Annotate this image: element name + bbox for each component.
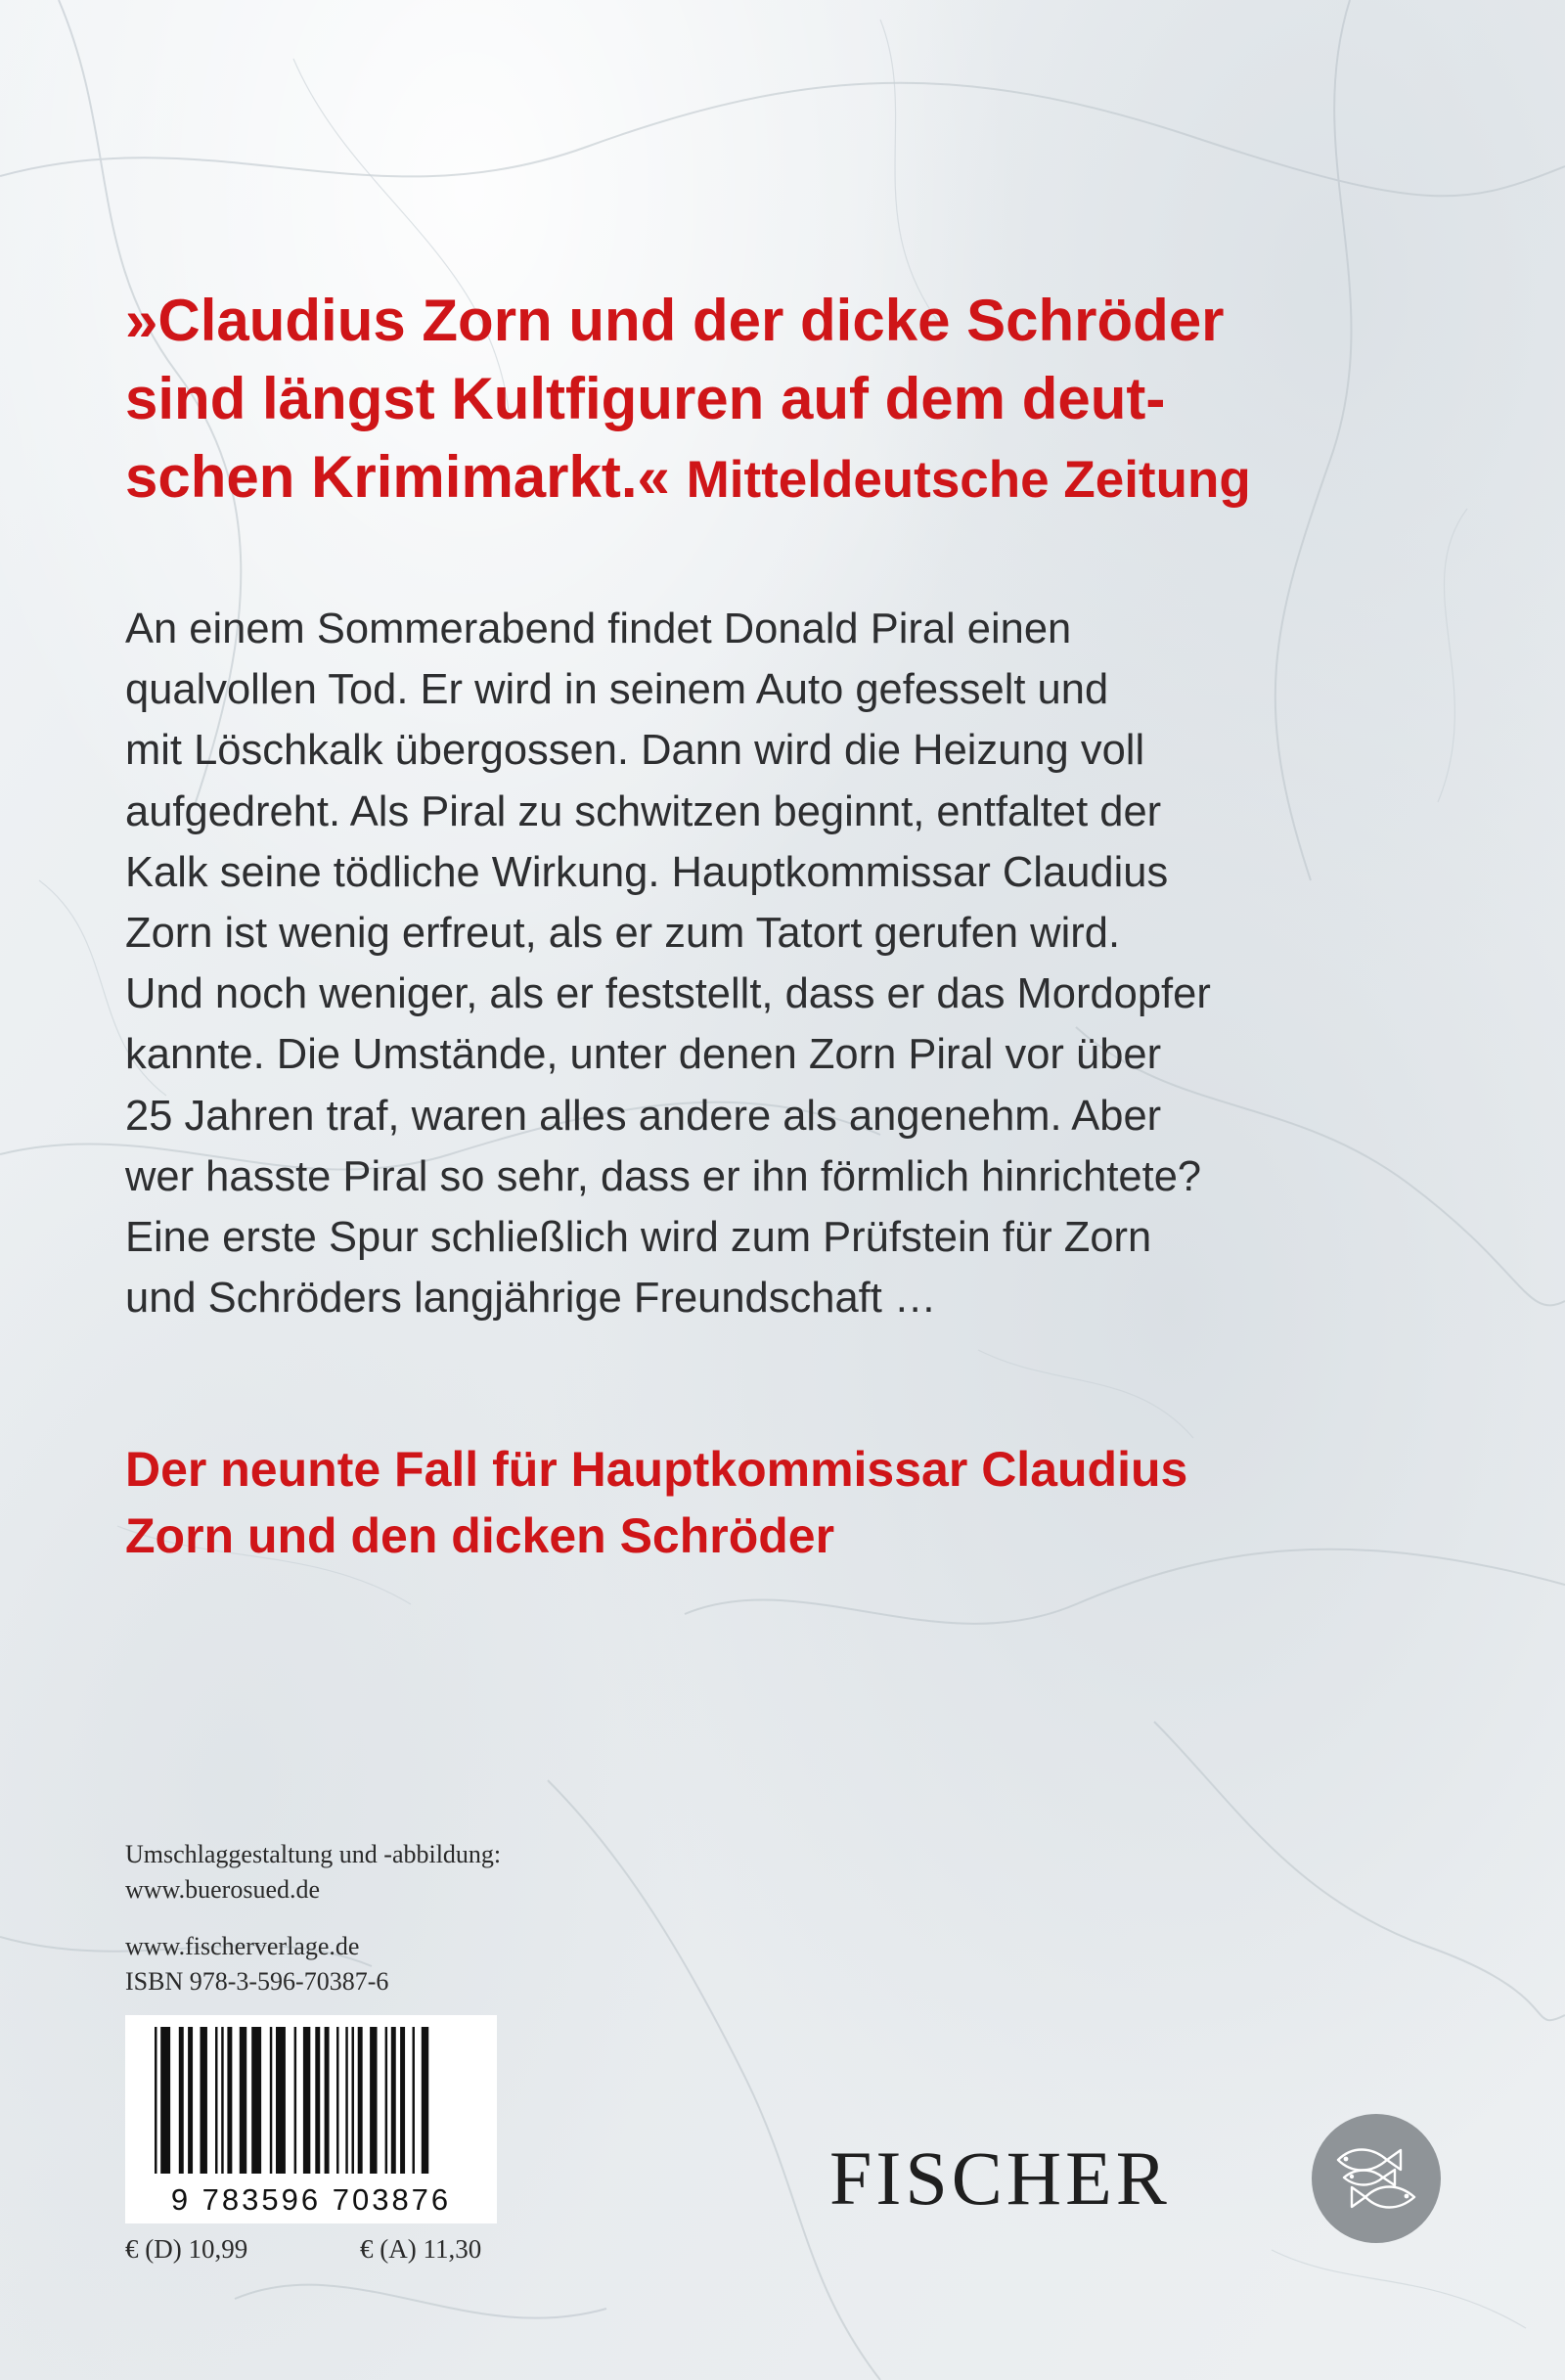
barcode-bar <box>385 2027 387 2174</box>
barcode-bar <box>240 2027 246 2174</box>
barcode-bar <box>315 2027 320 2174</box>
barcode-bar <box>227 2027 232 2174</box>
barcode-bar <box>155 2027 156 2174</box>
isbn: ISBN 978-3-596-70387-6 <box>125 1967 389 1996</box>
barcode-bar <box>352 2027 354 2174</box>
quote-line: sind längst Kultfiguren auf dem deut- <box>125 366 1166 431</box>
barcode-bar <box>201 2027 207 2174</box>
barcode-bar <box>345 2027 347 2174</box>
barcode-bar <box>336 2027 338 2174</box>
barcode-bar <box>422 2027 428 2174</box>
barcode-bar <box>303 2027 310 2174</box>
quote-source: Mitteldeutsche Zeitung <box>686 451 1251 509</box>
blurb-line: Zorn ist wenig erfreut, als er zum Tatort gerufen wird. <box>125 910 1121 958</box>
barcode-bar <box>358 2027 363 2174</box>
barcode-bar <box>370 2027 377 2174</box>
barcode-bar <box>391 2027 396 2174</box>
barcode-bar <box>294 2027 296 2174</box>
barcode-bar <box>270 2027 272 2174</box>
price-germany: € (D) 10,99 <box>125 2234 248 2264</box>
barcode-digits: 9 783596 703876 <box>170 2182 452 2217</box>
fischer-fish-logo-icon <box>1311 2113 1442 2244</box>
barcode-bar <box>221 2027 223 2174</box>
blurb-line: wer hasste Piral so sehr, dass er ihn förmlich hinrichtete? <box>125 1152 1202 1200</box>
blurb-line: aufgedreht. Als Piral zu schwitzen beginnt, entfaltet der <box>125 787 1162 835</box>
blurb-line: Kalk seine tödliche Wirkung. Hauptkommissar Claudius <box>125 848 1169 896</box>
publisher-name: FISCHER <box>829 2135 1171 2221</box>
barcode-bar <box>276 2027 286 2174</box>
quote-line <box>125 438 1475 519</box>
series-tagline <box>125 1436 1495 1569</box>
blurb-line: kannte. Die Umstände, unter denen Zorn Piral vor über <box>125 1031 1162 1079</box>
barcode <box>125 2015 497 2223</box>
barcode-bar <box>215 2027 217 2174</box>
publisher-site: www.fischerverlage.de <box>125 1932 360 1960</box>
blurb-line: qualvollen Tod. Er wird in seinem Auto gefesselt und <box>125 666 1109 714</box>
barcode-bar <box>413 2027 415 2174</box>
blurb-line: An einem Sommerabend findet Donald Piral einen <box>125 606 1072 652</box>
quote-line: »Claudius Zorn und der dicke Schröder <box>125 288 1225 353</box>
blurb-line: 25 Jahren traf, waren alles andere als angenehm. Aber <box>125 1092 1162 1140</box>
blurb-line: Eine erste Spur schließlich wird zum Prüfstein für Zorn <box>125 1214 1152 1262</box>
barcode-bar <box>400 2027 405 2174</box>
quote-line-text: schen Krimimarkt.« <box>125 444 670 510</box>
blurb-line: und Schröders langjährige Freundschaft … <box>125 1275 937 1323</box>
blurb-line: mit Löschkalk übergossen. Dann wird die Heizung voll <box>125 727 1145 775</box>
cover-design-label: Umschlaggestaltung und -abbildung: <box>125 1840 502 1868</box>
barcode-bar <box>179 2027 184 2174</box>
press-quote <box>125 282 1475 519</box>
tagline-line: Zorn und den dicken Schröder <box>125 1508 835 1563</box>
blurb-line: Und noch weniger, als er feststellt, dass er das Mordopfer <box>125 970 1211 1018</box>
credits <box>125 1837 501 1999</box>
barcode-bar <box>188 2027 193 2174</box>
book-blurb <box>125 599 1495 1328</box>
barcode-bar <box>325 2027 330 2174</box>
cover-design-site: www.buerosued.de <box>125 1875 321 1904</box>
barcode-bar <box>251 2027 261 2174</box>
price-austria: € (A) 11,30 <box>360 2234 482 2264</box>
barcode-bar <box>160 2027 170 2174</box>
tagline-line: Der neunte Fall für Hauptkommissar Claudius <box>125 1442 1188 1497</box>
